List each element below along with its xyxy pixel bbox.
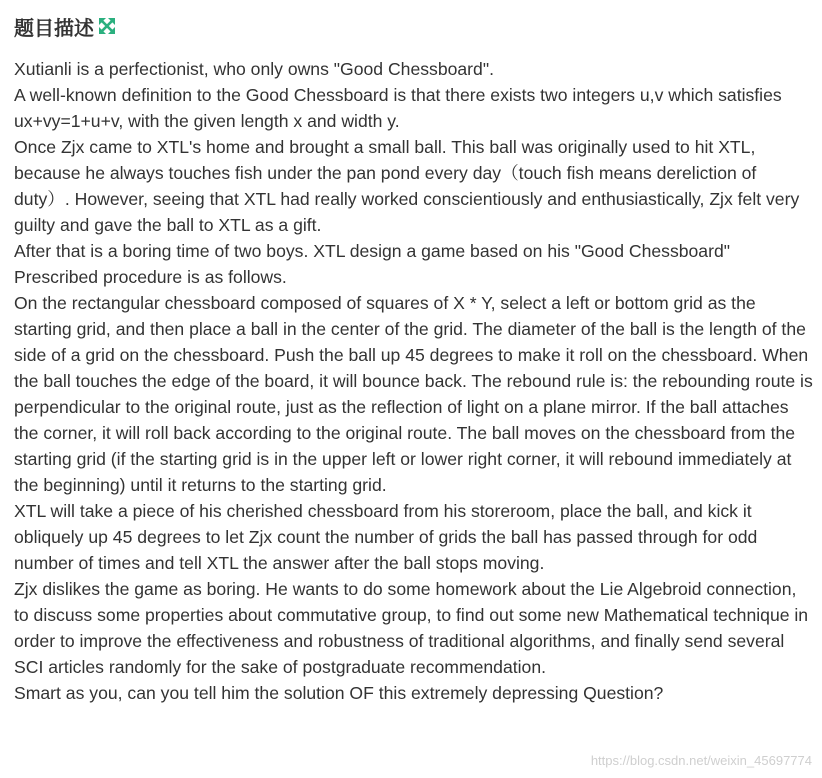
section-title: 题目描述 (14, 15, 94, 40)
problem-description (14, 56, 814, 706)
paragraph-intro: Xutianli is a perfectionist, who only owns "Good Chessboard". (14, 59, 494, 79)
section-header (14, 12, 116, 40)
expand-arrows-icon[interactable] (98, 17, 116, 35)
paragraph-story: Once Zjx came to XTL's home and brought a small ball. This ball was originally used to hit XTL, because he always touches fish under the pan pond every day（touch fish means dereliction of duty）. However, seeing that XTL had really worked conscientiously and enthusiastically, Zjx felt very guilty and gave the ball to XTL as a gift. (14, 137, 800, 235)
paragraph-homework: Zjx dislikes the game as boring. He wants to do some homework about the Lie Algebroid connection, to discuss some properties about commutative group, to find out some new Mathematical technique in order to improve the effectiveness and robustness of traditional algorithms, and finally send several SCI articles randomly for the sake of postgraduate recommendation. (14, 579, 809, 677)
paragraph-definition: A well-known definition to the Good Chessboard is that there exists two integers u,v which satisfies ux+vy=1+u+v, with the given length x and width y. (14, 85, 782, 131)
paragraph-game: After that is a boring time of two boys. XTL design a game based on his "Good Chessboard" Prescribed procedure is as follows. (14, 241, 730, 287)
paragraph-question: Smart as you, can you tell him the solution OF this extremely depressing Question? (14, 683, 664, 703)
watermark: https://blog.csdn.net/weixin_45697774 (590, 753, 812, 768)
paragraph-rules: On the rectangular chessboard composed of squares of X * Y, select a left or bottom grid as the starting grid, and then place a ball in the center of the grid. The diameter of the ball is the length of the side of a grid on the chessboard. Push the ball up 45 degrees to make it roll on the chessboard. When the ball touches the edge of the board, it will bounce back. The rebound rule is: the rebounding route is perpendicular to the original route, just as the reflection of light on a plane mirror. If the ball attaches the corner, it will roll back according to the original route. The ball moves on the chessboard from the starting grid (if the starting grid is in the upper left or lower right corner, it will rebound immediately at the beginning) until it returns to the starting grid. (14, 293, 813, 495)
paragraph-task: XTL will take a piece of his cherished chessboard from his storeroom, place the ball, and kick it obliquely up 45 degrees to let Zjx count the number of grids the ball has passed through for odd number of times and tell XTL the answer after the ball stops moving. (14, 501, 758, 573)
